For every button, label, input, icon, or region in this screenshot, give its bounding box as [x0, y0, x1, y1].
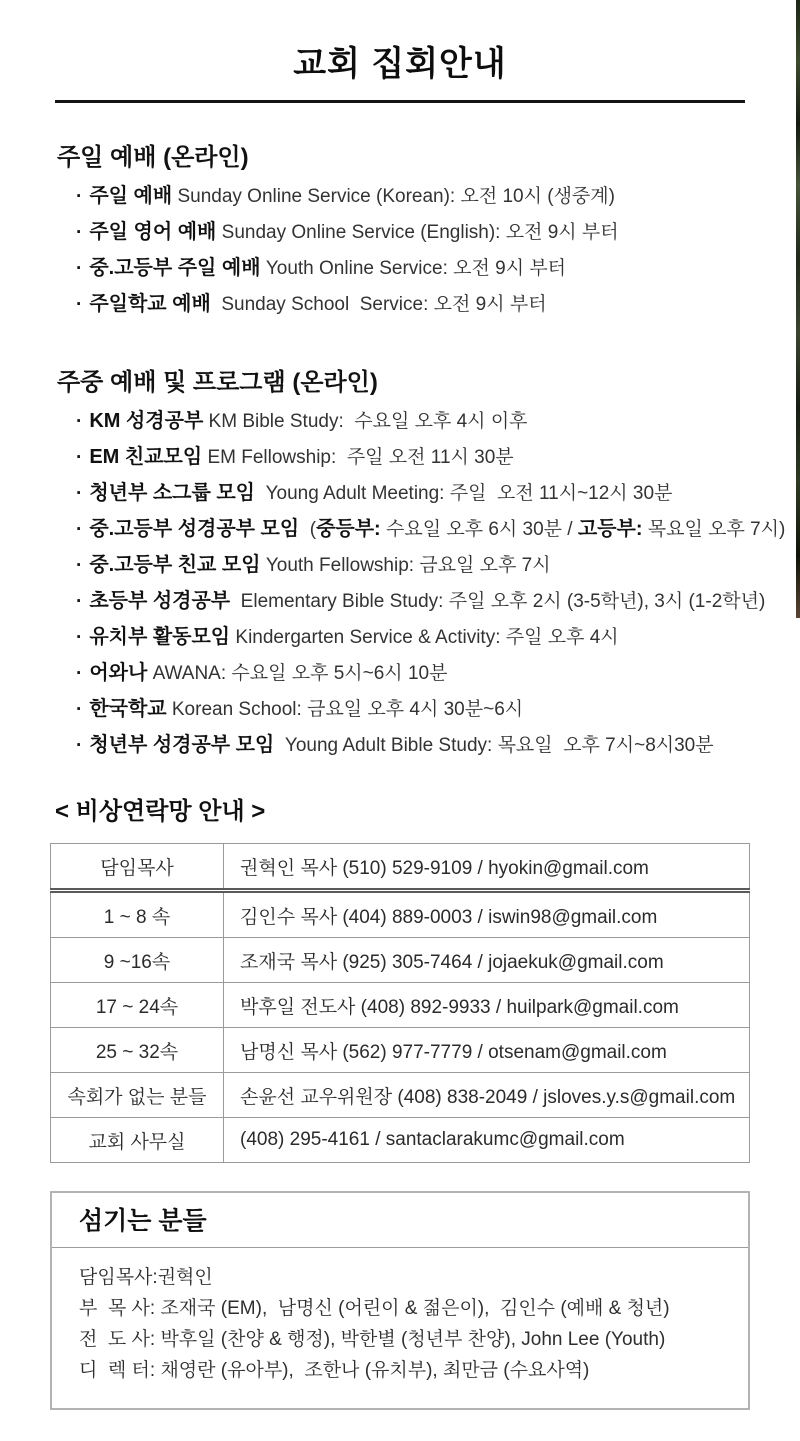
list-item — [76, 446, 800, 469]
bullet-marker: · — [76, 627, 83, 648]
servant-line: 전 도 사: 박후일 (찬양 & 행정), 박한별 (청년부 찬양), John Lee (Youth) — [79, 1329, 666, 1350]
page-title: 교회 집회안내 — [293, 45, 507, 83]
item-title-text: 어와나 — [89, 662, 148, 684]
list-item — [76, 734, 800, 757]
item-detail-text: Young Adult Bible Study: 목요일 오후 7시~8시30분 — [274, 735, 714, 756]
bullet-marker: · — [76, 411, 83, 432]
list-item — [76, 257, 800, 280]
title-rule — [55, 100, 745, 103]
item-title-text: 청년부 소그룹 모임 — [89, 482, 256, 504]
edge-artifact-dark — [796, 0, 800, 618]
contact-row — [51, 1073, 750, 1118]
contact-row — [51, 844, 750, 891]
contact-value-cell: 남명신 목사 (562) 977-7779 / otsenam@gmail.com — [224, 1028, 750, 1073]
item-title-text: 주일 영어 예배 — [89, 221, 217, 243]
item-detail-text: Elementary Bible Study: 주일 오후 2시 (3-5학년), 3시 (1-2학년) — [230, 591, 766, 612]
bullet-marker: · — [76, 222, 83, 243]
item-detail-text: Young Adult Meeting: 주일 오전 11시~12시 30분 — [255, 483, 673, 504]
contact-label-cell: 1 ~ 8 속 — [51, 891, 224, 938]
bullet-marker: · — [76, 294, 83, 315]
edge-artifact-blue-2 — [796, 1035, 798, 1105]
weekday-program-list — [76, 410, 800, 757]
contact-label-cell: 25 ~ 32속 — [51, 1028, 224, 1073]
contact-value-cell: (408) 295-4161 / santaclarakumc@gmail.com — [224, 1118, 750, 1163]
bullet-marker: · — [76, 258, 83, 279]
item-detail-text: Sunday Online Service (Korean): 오전 10시 (생중계) — [172, 186, 615, 207]
servants-body — [52, 1248, 748, 1408]
item-detail-text: KM Bible Study: 수요일 오후 4시 이후 — [203, 411, 528, 432]
list-item — [76, 518, 800, 541]
item-title-text: EM 친교모임 — [89, 446, 203, 468]
item-detail-text: Youth Online Service: 오전 9시 부터 — [260, 258, 567, 279]
contacts-table-body — [51, 844, 750, 1163]
item-detail-text: Sunday School Service: 오전 9시 부터 — [210, 294, 547, 315]
edge-artifact-blue-1 — [796, 700, 798, 1005]
contact-row — [51, 1118, 750, 1163]
bullet-marker: · — [76, 735, 83, 756]
item-title-text: 주일 예배 — [89, 185, 173, 207]
bullet-marker: · — [76, 186, 83, 207]
bullet-marker: · — [76, 519, 83, 540]
contact-value-cell: 권혁인 목사 (510) 529-9109 / hyokin@gmail.com — [224, 844, 750, 891]
list-item — [76, 185, 800, 208]
section-heading-sunday: 주일 예배 (온라인) — [57, 144, 249, 171]
item-detail-text: Sunday Online Service (English): 오전 9시 부터 — [216, 222, 619, 243]
item-title-text: KM 성경공부 — [89, 410, 204, 432]
item-title-text: 주일학교 예배 — [89, 293, 211, 315]
contact-row — [51, 938, 750, 983]
item-detail-text: 목요일 오후 7시) — [642, 519, 786, 540]
item-detail-text: 수요일 오후 6시 30분 / — [380, 519, 578, 540]
item-title-text: 중.고등부 친교 모임 — [89, 554, 261, 576]
emergency-contacts-heading: < 비상연락망 안내 > — [55, 798, 266, 825]
list-item — [76, 293, 800, 316]
contact-row — [51, 891, 750, 938]
item-detail-text: EM Fellowship: 주일 오전 11시 30분 — [202, 447, 514, 468]
list-item — [76, 626, 800, 649]
servant-line: 부 목 사: 조재국 (EM), 남명신 (어린이 & 젊은이), 김인수 (예배 & 청년) — [79, 1298, 670, 1319]
list-item — [76, 482, 800, 505]
item-title-text: 중등부: — [316, 518, 381, 540]
list-item — [76, 698, 800, 721]
sunday-service-list — [76, 185, 800, 316]
contact-value-cell: 조재국 목사 (925) 305-7464 / jojaekuk@gmail.com — [224, 938, 750, 983]
list-item — [76, 410, 800, 433]
list-item — [76, 554, 800, 577]
contact-label-cell: 9 ~16속 — [51, 938, 224, 983]
servants-box — [50, 1191, 750, 1410]
contact-value-cell: 박후일 전도사 (408) 892-9933 / huilpark@gmail.com — [224, 983, 750, 1028]
bullet-marker: · — [76, 447, 83, 468]
item-title-text: 청년부 성경공부 모임 — [89, 734, 275, 756]
item-detail-text: Korean School: 금요일 오후 4시 30분~6시 — [166, 699, 524, 720]
emergency-contacts-table — [50, 843, 750, 1163]
contact-label-cell: 17 ~ 24속 — [51, 983, 224, 1028]
item-title-text: 유치부 활동모임 — [89, 626, 231, 648]
item-title-text: 초등부 성경공부 — [89, 590, 231, 612]
item-detail-text: AWANA: 수요일 오후 5시~6시 10분 — [147, 663, 448, 684]
servant-line: 담임목사:권혁인 — [79, 1267, 213, 1288]
contact-row — [51, 983, 750, 1028]
item-title-text: 한국학교 — [89, 698, 167, 720]
item-title-text: 중.고등부 주일 예배 — [89, 257, 261, 279]
list-item — [76, 221, 800, 244]
contact-label-cell: 담임목사 — [51, 844, 224, 891]
item-title-text: 고등부: — [577, 518, 643, 540]
item-detail-text: Kindergarten Service & Activity: 주일 오후 4시 — [230, 627, 619, 648]
section-heading-weekday: 주중 예배 및 프로그램 (온라인) — [57, 369, 378, 396]
contact-label-cell: 교회 사무실 — [51, 1118, 224, 1163]
contact-value-cell: 김인수 목사 (404) 889-0003 / iswin98@gmail.com — [224, 891, 750, 938]
item-detail-text: ( — [299, 519, 317, 540]
servants-heading: 섬기는 분들 — [79, 1207, 207, 1235]
bullet-marker: · — [76, 555, 83, 576]
bullet-marker: · — [76, 591, 83, 612]
contact-value-cell: 손윤선 교우위원장 (408) 838-2049 / jsloves.y.s@gmail.com — [224, 1073, 750, 1118]
bullet-marker: · — [76, 699, 83, 720]
list-item — [76, 662, 800, 685]
item-title-text: 중.고등부 성경공부 모임 — [89, 518, 300, 540]
list-item — [76, 590, 800, 613]
contact-label-cell: 속회가 없는 분들 — [51, 1073, 224, 1118]
servant-line: 디 렉 터: 채영란 (유아부), 조한나 (유치부), 최만금 (수요사역) — [79, 1360, 590, 1381]
bullet-marker: · — [76, 483, 83, 504]
contact-row — [51, 1028, 750, 1073]
item-detail-text: Youth Fellowship: 금요일 오후 7시 — [260, 555, 551, 576]
bullet-marker: · — [76, 663, 83, 684]
